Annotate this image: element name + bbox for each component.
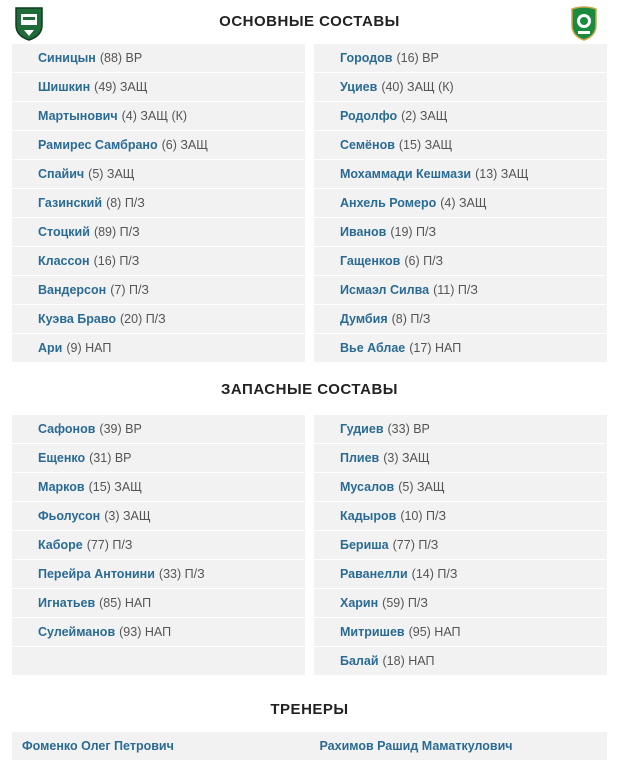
- player-number-position: (8) П/З: [106, 196, 145, 210]
- player-row[interactable]: [12, 218, 305, 247]
- player-number-position: (17) НАП: [409, 341, 462, 355]
- player-number-position: (33) ВР: [387, 422, 430, 436]
- player-row[interactable]: [314, 247, 607, 276]
- player-name[interactable]: Кадыров: [340, 509, 397, 523]
- coaches-title: ТРЕНЕРЫ: [270, 701, 349, 718]
- player-row[interactable]: [12, 618, 305, 647]
- player-name[interactable]: Куэва Браво: [38, 312, 116, 326]
- player-number-position: (16) П/З: [93, 254, 140, 268]
- player-name[interactable]: Классон: [38, 254, 90, 268]
- player-name[interactable]: Митришев: [340, 625, 405, 639]
- player-row[interactable]: [12, 160, 305, 189]
- player-number-position: (3) ЗАЩ: [383, 451, 430, 465]
- home-subs-list: [12, 415, 305, 676]
- player-number-position: (6) П/З: [404, 254, 444, 268]
- player-name[interactable]: Сафонов: [38, 422, 96, 436]
- player-name[interactable]: Газинский: [38, 196, 103, 210]
- player-number-position: (6) ЗАЩ: [161, 138, 208, 152]
- player-name[interactable]: Уциев: [340, 80, 378, 94]
- player-row[interactable]: [12, 189, 305, 218]
- player-number-position: (77) П/З: [392, 538, 439, 552]
- player-number-position: (10) П/З: [400, 509, 447, 523]
- player-number-position: (5) ЗАЩ: [398, 480, 445, 494]
- home-coach[interactable]: [12, 732, 310, 760]
- player-row[interactable]: [12, 531, 305, 560]
- player-number-position: (19) П/З: [390, 225, 437, 239]
- subs-title: ЗАПАСНЫЕ СОСТАВЫ: [221, 381, 398, 398]
- player-row[interactable]: [12, 73, 305, 102]
- player-name[interactable]: Мусалов: [340, 480, 395, 494]
- player-name[interactable]: Родолфо: [340, 109, 398, 123]
- krasnodar-crest-icon: [12, 5, 46, 41]
- player-name[interactable]: Ещенко: [38, 451, 86, 465]
- player-row[interactable]: [314, 647, 607, 676]
- player-name[interactable]: Раванелли: [340, 567, 408, 581]
- player-name[interactable]: Городов: [340, 51, 393, 65]
- player-name[interactable]: Стоцкий: [38, 225, 90, 239]
- player-name[interactable]: Фьолусон: [38, 509, 101, 523]
- player-name[interactable]: Сулейманов: [38, 625, 116, 639]
- player-number-position: (7) П/З: [110, 283, 149, 297]
- player-row[interactable]: [314, 502, 607, 531]
- home-starting-list: [12, 44, 305, 363]
- player-number-position: (4) ЗАЩ: [440, 196, 487, 210]
- player-row[interactable]: [12, 102, 305, 131]
- player-name[interactable]: Каборе: [38, 538, 83, 552]
- player-row[interactable]: [314, 102, 607, 131]
- player-name[interactable]: Игнатьев: [38, 596, 96, 610]
- player-row[interactable]: [314, 131, 607, 160]
- player-row[interactable]: [314, 334, 607, 363]
- player-name[interactable]: Перейра Антонини: [38, 567, 155, 581]
- empty-row: [12, 647, 305, 676]
- player-row[interactable]: [314, 218, 607, 247]
- away-starting-list: [314, 44, 607, 363]
- away-coach[interactable]: [310, 732, 608, 760]
- home-coach-name[interactable]: Фоменко Олег Петрович: [22, 739, 174, 753]
- player-name[interactable]: Балай: [340, 654, 379, 668]
- player-name[interactable]: Исмаэл Силва: [340, 283, 430, 297]
- away-coach-name[interactable]: Рахимов Рашид Маматкулович: [319, 739, 513, 753]
- player-row[interactable]: [314, 305, 607, 334]
- player-number-position: (40) ЗАЩ (К): [381, 80, 454, 94]
- player-number-position: (77) П/З: [86, 538, 133, 552]
- player-number-position: (15) ЗАЩ: [88, 480, 142, 494]
- player-row[interactable]: [12, 131, 305, 160]
- player-number-position: (5) ЗАЩ: [88, 167, 135, 181]
- player-row[interactable]: [12, 444, 305, 473]
- player-number-position: (33) П/З: [158, 567, 205, 581]
- player-name[interactable]: Гудиев: [340, 422, 384, 436]
- player-row[interactable]: [12, 44, 305, 73]
- player-row[interactable]: [12, 247, 305, 276]
- player-row[interactable]: [314, 160, 607, 189]
- player-name[interactable]: Гащенков: [340, 254, 401, 268]
- player-number-position: (85) НАП: [99, 596, 152, 610]
- player-row[interactable]: [314, 473, 607, 502]
- player-name[interactable]: Семёнов: [340, 138, 395, 152]
- player-number-position: (88) ВР: [99, 51, 143, 65]
- player-row[interactable]: [314, 618, 607, 647]
- player-number-position: (13) ЗАЩ: [475, 167, 529, 181]
- player-name[interactable]: Спайич: [38, 167, 85, 181]
- player-row[interactable]: [12, 334, 305, 363]
- player-number-position: (11) П/З: [433, 283, 478, 297]
- player-name[interactable]: Харин: [340, 596, 379, 610]
- player-number-position: (95) НАП: [408, 625, 461, 639]
- player-number-position: (49) ЗАЩ: [94, 80, 148, 94]
- player-number-position: (89) П/З: [93, 225, 140, 239]
- player-name[interactable]: Рамирес Самбрано: [38, 138, 158, 152]
- player-number-position: (31) ВР: [89, 451, 132, 465]
- player-row[interactable]: [314, 531, 607, 560]
- player-name[interactable]: Иванов: [340, 225, 387, 239]
- player-number-position: (3) ЗАЩ: [104, 509, 151, 523]
- player-number-position: (20) П/З: [120, 312, 166, 326]
- player-name[interactable]: Мартынович: [38, 109, 118, 123]
- player-number-position: (8) П/З: [391, 312, 431, 326]
- coaches-row: [0, 732, 619, 760]
- player-number-position: (2) ЗАЩ: [401, 109, 448, 123]
- starting-title: ОСНОВНЫЕ СОСТАВЫ: [219, 13, 400, 30]
- player-row[interactable]: [314, 73, 607, 102]
- player-number-position: (93) НАП: [119, 625, 172, 639]
- player-name[interactable]: Шишкин: [38, 80, 91, 94]
- player-number-position: (39) ВР: [99, 422, 142, 436]
- player-row[interactable]: [12, 589, 305, 618]
- player-row[interactable]: [314, 415, 607, 444]
- player-number-position: (18) НАП: [382, 654, 435, 668]
- substitute-lineups: [0, 415, 619, 676]
- player-number-position: (16) ВР: [396, 51, 439, 65]
- player-row[interactable]: [12, 502, 305, 531]
- akhmat-crest-icon: [567, 5, 601, 41]
- player-number-position: (14) П/З: [411, 567, 458, 581]
- player-name[interactable]: Анхель Ромеро: [340, 196, 437, 210]
- away-subs-list: [314, 415, 607, 676]
- player-row[interactable]: [314, 44, 607, 73]
- player-row[interactable]: [12, 473, 305, 502]
- player-number-position: (4) ЗАЩ (К): [121, 109, 188, 123]
- player-row[interactable]: [12, 415, 305, 444]
- player-name[interactable]: Марков: [38, 480, 85, 494]
- player-number-position: (15) ЗАЩ: [398, 138, 453, 152]
- player-row[interactable]: [12, 305, 305, 334]
- player-name[interactable]: Думбия: [340, 312, 388, 326]
- player-row[interactable]: [12, 276, 305, 305]
- player-name[interactable]: Вандерсон: [38, 283, 107, 297]
- player-number-position: (59) П/З: [382, 596, 428, 610]
- starting-lineups: [0, 44, 619, 363]
- player-name[interactable]: Вье Аблае: [340, 341, 406, 355]
- starting-header: [0, 0, 619, 44]
- player-name[interactable]: Бериша: [340, 538, 389, 552]
- player-row[interactable]: [12, 560, 305, 589]
- player-row[interactable]: [314, 276, 607, 305]
- player-row[interactable]: [314, 560, 607, 589]
- player-name[interactable]: Ари: [38, 341, 63, 355]
- player-name[interactable]: Мохаммади Кешмази: [340, 167, 472, 181]
- player-row[interactable]: [314, 189, 607, 218]
- player-row[interactable]: [314, 589, 607, 618]
- player-number-position: (9) НАП: [66, 341, 112, 355]
- player-name[interactable]: Плиев: [340, 451, 380, 465]
- player-row[interactable]: [314, 444, 607, 473]
- player-name[interactable]: Синицын: [38, 51, 96, 65]
